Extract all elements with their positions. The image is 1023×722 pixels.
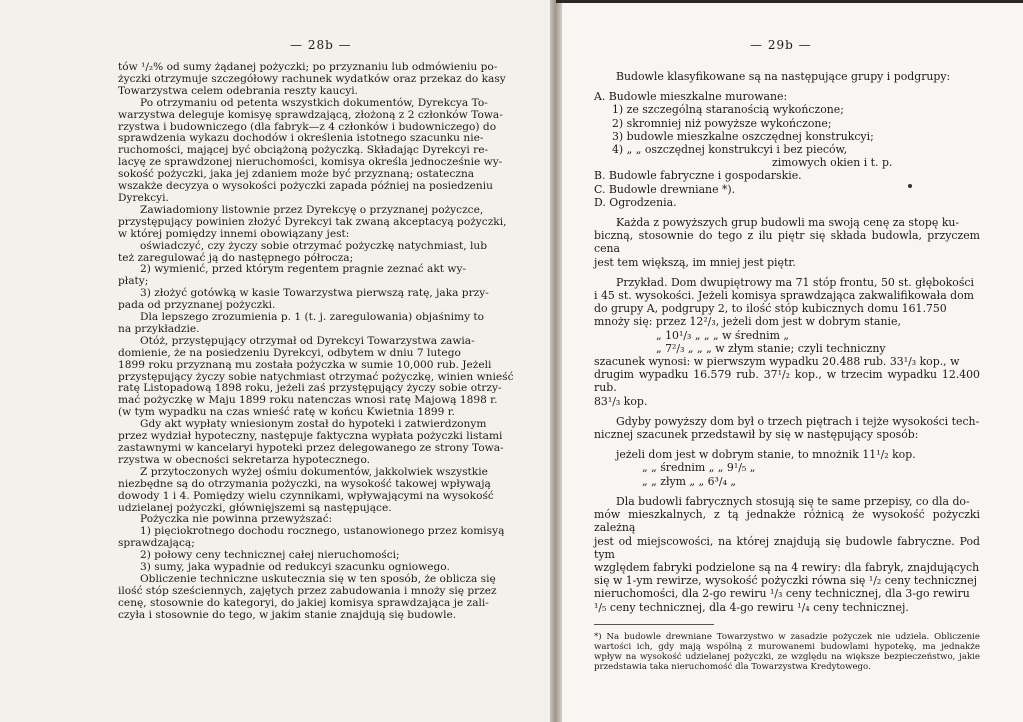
text-line: mów mieszkalnych, z tą jednakże różnicą że wysokość pożyczki zależną — [594, 508, 980, 535]
text-line: nicznej szacunek przedstawił by się w następujący sposób: — [594, 428, 919, 442]
text-line: „ „ złym „ „ 6³/₄ „ — [642, 474, 737, 488]
text-line: cenę, stosownie do kategoryi, do jakiej komisya sprawdzająca je zali- — [118, 596, 489, 609]
text-line: sprawdzenia wykazu dochodów i określenia istotnego szacunku nie- — [118, 132, 484, 145]
text-line: tów ¹/₂% od sumy żądanej pożyczki; po przyznaniu lub odmówieniu po- — [118, 61, 498, 73]
text-line: szacunek wynosi: w pierwszym wypadku 20.488 rub. 33¹/₃ kop., w — [594, 355, 960, 369]
text-line: mać pożyczkę w Maju 1899 roku natenczas wnosi ratę Majową 1898 r. — [118, 394, 498, 407]
text-line: ilość stóp sześciennych, zajętych przez zabudowania i mnoży się przez — [118, 584, 497, 597]
text-line: nieruchomości, dla 2-go rewiru ¹/₃ ceny technicznej, dla 3-go rewiru — [594, 587, 970, 601]
text-line: zastawnymi w kancelaryi hypoteki przez delegowanego ze strony Towa- — [118, 442, 504, 454]
text-line: udzielanej pożyczki, głównięjszemi są następujące. — [118, 501, 392, 514]
right-text-column — [594, 70, 980, 614]
text-line: 1899 roku przyznaną mu została pożyczka w sumie 10,000 rub. Jeżeli — [118, 358, 492, 371]
text-line: Przykład. Dom dwupiętrowy ma 71 stóp frontu, 50 st. głębokości — [616, 275, 974, 289]
text-line: przystępujący powinien złożyć Dyrekcyi tak zwaną akceptacyą pożyczki, — [118, 215, 507, 228]
text-line: oświadczyć, czy życzy sobie otrzymać pożyczkę natychmiast, lub — [140, 239, 487, 252]
text-line: się w 1-ym rewirze, wysokość pożyczki równa się ¹/₂ ceny technicznej — [594, 574, 977, 588]
text-line: względem fabryki podzielone są na 4 rewiry: dla fabryk, znajdujących — [594, 560, 980, 574]
text-line: A. Budowle mieszkalne murowane: — [594, 90, 788, 104]
text-line: ratę Listopadową 1898 roku, jeżeli zaś przystępujący życzy sobie otrzy- — [118, 382, 502, 395]
ink-speck — [908, 184, 912, 188]
text-line: Gdy akt wypłaty wniesionym został do hypoteki i zatwierdzonym — [140, 418, 487, 431]
text-line: 2) skromniej niż powyższe wykończone; — [612, 116, 832, 130]
page-number-right: — 29b — — [750, 38, 812, 52]
text-line: biczną, stosownie do tego z ilu piętr się składa budowla, przyczem cena — [594, 229, 980, 256]
text-line: jest od miejscowości, na której znajdują się budowle fabryczne. Pod tym — [594, 534, 980, 561]
text-line: też zaregulować ją do następnego półrocza; — [118, 251, 354, 264]
text-line: pada od przyznanej pożyczki. — [118, 299, 276, 312]
text-line: jest tem większą, im mniej jest piętr. — [594, 255, 796, 269]
text-line: dowody 1 i 4. Pomiędzy wielu czynnikami, wpływającymi na wysokość — [118, 489, 494, 502]
text-line: (w tym wypadku na czas wnieść ratę w końcu Kwietnia 1899 r. — [118, 406, 456, 419]
top-edge-line — [556, 0, 1023, 3]
text-line: „ 7²/₃ „ „ „ w złym stanie; czyli techniczny — [656, 341, 886, 355]
text-line: Dla lepszego zrozumienia p. 1 (t. j. zaregulowania) objaśnimy to — [140, 311, 485, 324]
text-line: jeżeli dom jest w dobrym stanie, to mnożnik 11¹/₂ kop. — [616, 448, 916, 462]
text-line: C. Budowle drewniane *). — [594, 182, 736, 196]
text-line: D. Ogrodzenia. — [594, 195, 677, 209]
left-text-column — [118, 62, 528, 622]
text-line: przystępujący życzy sobie natychmiast otrzymać pożyczkę, winien wnieść — [118, 370, 514, 383]
text-line: „ „ średnim „ „ 9¹/₅ „ — [642, 461, 756, 475]
text-line: ruchomości, mającej być obciążoną pożyczką. Składając Dyrekcyi re- — [118, 144, 489, 157]
text-line: na przykładzie. — [118, 322, 200, 335]
text-line: Dyrekcyi. — [118, 191, 169, 204]
page-number-left: — 28b — — [290, 38, 352, 52]
text-line: życzki otrzymuje szczegółowy rachunek wydatków oraz przekaz do kasy — [118, 72, 506, 85]
text-line: ¹/₅ ceny technicznej, dla 4-go rewiru ¹/₄ ceny technicznej. — [594, 600, 909, 614]
text-line: B. Budowle fabryczne i gospodarskie. — [594, 169, 802, 183]
text-line: 83¹/₃ kop. — [594, 394, 648, 408]
text-line: niezbędne są do otrzymania pożyczki, na wysokość takowej wpływają — [118, 477, 491, 490]
text-line: Gdyby powyższy dom był o trzech piętrach i tejże wysokości tech- — [616, 414, 980, 428]
text-line: Otóż, przystępujący otrzymał od Dyrekcyi Towarzystwa zawia- — [140, 334, 475, 347]
text-line: Obliczenie techniczne uskutecznia się w ten sposób, że oblicza się — [140, 572, 496, 585]
text-line: 3) budowle mieszkalne oszczędnej konstrukcyi; — [612, 129, 874, 143]
text-line: 3) sumy, jaka wypadnie od redukcyi szacunku ogniowego. — [140, 561, 450, 574]
text-line: Towarzystwa celem odebrania reszty kaucyi. — [118, 84, 359, 97]
text-line: Każda z powyższych grup budowli ma swoją cenę za stopę ku- — [616, 216, 960, 230]
book-gutter — [550, 0, 562, 722]
text-line: wszakże decyzya o wysokości pożyczki zapada później na posiedzeniu — [118, 180, 493, 193]
text-line: 2) połowy ceny technicznej całej nieruchomości; — [140, 549, 400, 562]
text-line: sprawdzającą; — [118, 537, 195, 550]
text-line: Budowle klasyfikowane są na następujące grupy i podgrupy: — [616, 70, 951, 83]
text-line: płaty; — [118, 275, 149, 288]
footnote: *) Na budowle drewniane Towarzystwo w zasadzie pożyczek nie udziela. Obliczenie wartości ich, gdy mają wspólną z murowanemi budowlami hypotekę, ma jednakże wpływ na wysokość udzielanej pożyczki, ze względu na większe bezpieczeństwo, jakie przedstawia taka nieruchomość dla Towarzystwa Kredytowego. — [594, 632, 980, 672]
text-line: warzystwa deleguje komisyę sprawdzającą, złożoną z 2 członków Towa- — [118, 108, 503, 121]
text-line: sokość pożyczki, jaka jej zdaniem może być przyznaną; ostateczna — [118, 168, 475, 181]
text-line: rzystwa i budowniczego (dla fabryk—z 4 członków i budowniczego) do — [118, 120, 497, 133]
text-line: 1) pięciokrotnego dochodu rocznego, ustanowionego przez komisyą — [140, 525, 505, 538]
text-line: rzystwa w obecności sekretarza hypotecznego. — [118, 453, 370, 466]
text-line: 1) ze szczególną staranością wykończone; — [612, 103, 844, 117]
text-line: i 45 st. wysokości. Jeżeli komisya sprawdzająca zakwalifikowała dom — [594, 289, 975, 303]
text-line: Pożyczka nie powinna przewyższać: — [140, 513, 333, 526]
text-line: Z przytoczonych wyżej ośmiu dokumentów, jakkolwiek wszystkie — [140, 465, 488, 478]
text-line: zimowych okien i t. p. — [772, 156, 893, 170]
text-line: czyła i stosownie do tego, w jakim stanie znajdują się budowle. — [118, 608, 457, 621]
text-line: do grupy A, podgrupy 2, to ilość stóp kubicznych domu 161.750 — [594, 302, 947, 316]
text-line: „ 10¹/₃ „ „ „ w średnim „ — [656, 328, 790, 342]
text-line: przez wydział hypoteczny, następuje faktyczna wypłata pożyczki listami — [118, 430, 503, 443]
text-line: 4) „ „ oszczędnej konstrukcyi i bez pieców, — [612, 143, 848, 157]
text-line: 2) wymienić, przed którym regentem pragnie zeznać akt wy- — [140, 263, 467, 276]
text-line: w której pomiędzy innemi obowiązany jest: — [118, 227, 350, 240]
text-line: Dla budowli fabrycznych stosują się te same przepisy, co dla do- — [616, 494, 970, 508]
text-line: 3) złożyć gotówką w kasie Towarzystwa pierwszą ratę, jaka przy- — [140, 287, 489, 300]
text-line: mnoży się: przez 12²/₃, jeżeli dom jest w dobrym stanie, — [594, 315, 901, 329]
text-line: Po otrzymaniu od petenta wszystkich dokumentów, Dyrekcya To- — [140, 96, 488, 109]
text-line: drugim wypadku 16.579 rub. 37¹/₂ kop., w trzecim wypadku 12.400 rub. — [594, 368, 980, 395]
text-line: domienie, że na posiedzeniu Dyrekcyi, odbytem w dniu 7 lutego — [118, 346, 461, 359]
text-line: Zawiadomiony listownie przez Dyrekcyę o przyznanej pożyczce, — [140, 203, 484, 216]
text-line: lacyę ze sprawdzonej nieruchomości, komisya określa jednocześnie wy- — [118, 156, 503, 169]
footnote-rule — [594, 624, 714, 625]
